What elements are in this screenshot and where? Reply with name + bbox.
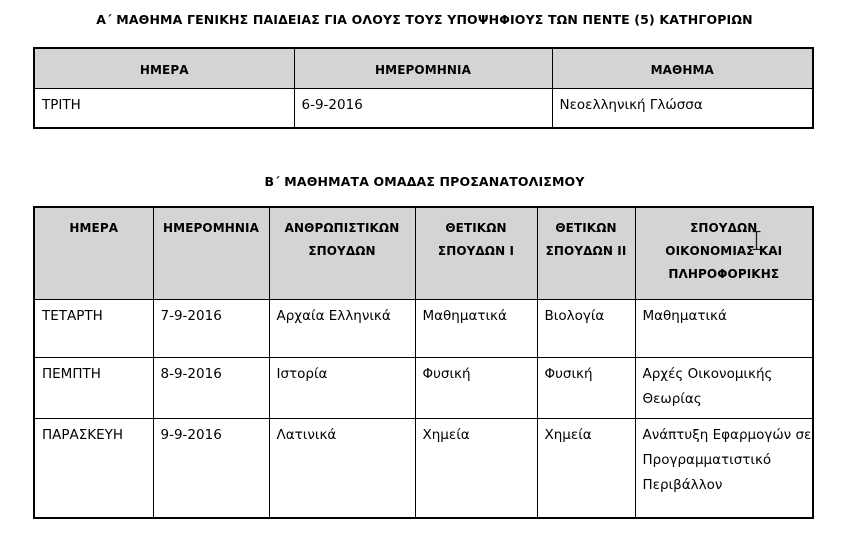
- section-b-title: Β΄ ΜΑΘΗΜΑΤΑ ΟΜΑΔΑΣ ΠΡΟΣΑΝΑΤΟΛΙΣΜΟΥ: [264, 174, 585, 189]
- header-line: ΘΕΤΙΚΩΝ: [445, 221, 507, 235]
- column-header-humanities: [269, 207, 415, 300]
- orientation-subjects-table: [33, 206, 814, 519]
- column-header-sciences-1-lines: [416, 208, 537, 263]
- cell-humanities: [269, 419, 415, 519]
- column-header-subject-label: ΜΑΘΗΜΑ: [650, 63, 714, 77]
- table-header-row: [34, 48, 813, 89]
- cell-subject-value: Νεοελληνική Γλώσσα: [559, 97, 703, 113]
- cell-sciences-1-value: Χημεία: [422, 427, 470, 443]
- header-line: ΣΠΟΥΔΩΝ Ι: [437, 244, 515, 258]
- cell-subject: [552, 89, 813, 129]
- column-header-sciences-1: [415, 207, 537, 300]
- cell-day: [34, 300, 153, 358]
- header-line: ΣΠΟΥΔΩΝ: [690, 221, 758, 235]
- section-a-title: Α΄ ΜΑΘΗΜΑ ΓΕΝΙΚΗΣ ΠΑΙΔΕΙΑΣ ΓΙΑ ΟΛΟΥΣ ΤΟΥΣ ΥΠΟΨΗΦΙΟΥΣ ΤΩΝ ΠΕΝΤΕ (5) ΚΑΤΗΓΟΡΙΩΝ: [96, 12, 753, 27]
- cell-day-value: ΤΕΤΑΡΤΗ: [42, 308, 103, 324]
- cell-day-value: ΤΡΙΤΗ: [42, 97, 81, 113]
- column-header-sciences-2: [537, 207, 635, 300]
- cell-sciences-2: [537, 300, 635, 358]
- column-header-day-lines: [35, 208, 153, 240]
- column-header-date: [294, 48, 552, 89]
- cell-sciences-1-value: Μαθηματικά: [422, 308, 507, 324]
- column-header-date-lines: [154, 208, 269, 240]
- column-header-economics-it-lines: [636, 208, 813, 286]
- cell-day-value: ΠΕΜΠΤΗ: [42, 366, 101, 382]
- cell-humanities-value: Λατινικά: [276, 427, 337, 443]
- cell-economics-it-value: Ανάπτυξη Εφαρμογών σε Προγραμματιστικό Περιβάλλον: [642, 427, 812, 493]
- column-header-economics-it: [635, 207, 813, 300]
- cell-sciences-1: [415, 419, 537, 519]
- general-education-table: [33, 47, 814, 129]
- cell-sciences-2: [537, 358, 635, 419]
- table-row: [34, 300, 813, 358]
- cell-date-value: 8-9-2016: [160, 366, 222, 382]
- cell-day: [34, 89, 294, 129]
- column-header-date-label: ΗΜΕΡΟΜΗΝΙΑ: [375, 63, 471, 77]
- header-line: ΗΜΕΡΟΜΗΝΙΑ: [163, 221, 259, 235]
- cell-economics-it-value: Μαθηματικά: [642, 308, 727, 324]
- cell-sciences-2: [537, 419, 635, 519]
- table-row: [34, 419, 813, 519]
- header-line: ΗΜΕΡΑ: [69, 221, 119, 235]
- cell-sciences-1: [415, 300, 537, 358]
- header-line: ΣΠΟΥΔΩΝ ΙΙ: [545, 244, 627, 258]
- column-header-day: [34, 48, 294, 89]
- cell-date: [153, 358, 269, 419]
- cell-economics-it: [635, 419, 813, 519]
- header-line: ΠΛΗΡΟΦΟΡΙΚΗΣ: [668, 267, 780, 281]
- cell-economics-it: [635, 300, 813, 358]
- column-header-day: [34, 207, 153, 300]
- cell-economics-it-value: Αρχές Οικονομικής Θεωρίας: [642, 366, 773, 407]
- cell-humanities: [269, 358, 415, 419]
- header-line: ΣΠΟΥΔΩΝ: [308, 244, 376, 258]
- cell-day: [34, 419, 153, 519]
- column-header-subject: [552, 48, 813, 89]
- cell-sciences-1-value: Φυσική: [422, 366, 471, 382]
- cell-humanities-value: Ιστορία: [276, 366, 328, 382]
- cell-day: [34, 358, 153, 419]
- cell-date-value: 9-9-2016: [160, 427, 222, 443]
- header-line: ΟΙΚΟΝΟΜΙΑΣ ΚΑΙ: [665, 244, 783, 258]
- cell-date: [153, 300, 269, 358]
- cell-economics-it: [635, 358, 813, 419]
- cell-sciences-1: [415, 358, 537, 419]
- cell-humanities-value: Αρχαία Ελληνικά: [276, 308, 391, 324]
- cell-sciences-2-value: Φυσική: [544, 366, 593, 382]
- table-row: [34, 89, 813, 129]
- column-header-day-label: ΗΜΕΡΑ: [139, 63, 189, 77]
- header-line: ΑΝΘΡΩΠΙΣΤΙΚΩΝ: [284, 221, 400, 235]
- column-header-date: [153, 207, 269, 300]
- column-header-sciences-2-lines: [538, 208, 635, 263]
- cell-humanities: [269, 300, 415, 358]
- cell-sciences-2-value: Βιολογία: [544, 308, 605, 324]
- cell-date-value: 6-9-2016: [301, 97, 363, 113]
- cell-sciences-2-value: Χημεία: [544, 427, 592, 443]
- table-row: [34, 358, 813, 419]
- cell-date: [294, 89, 552, 129]
- cell-date-value: 7-9-2016: [160, 308, 222, 324]
- cell-day-value: ΠΑΡΑΣΚΕΥΗ: [42, 427, 124, 443]
- column-header-humanities-lines: [270, 208, 415, 263]
- header-line: ΘΕΤΙΚΩΝ: [555, 221, 617, 235]
- table-header-row: [34, 207, 813, 300]
- cell-date: [153, 419, 269, 519]
